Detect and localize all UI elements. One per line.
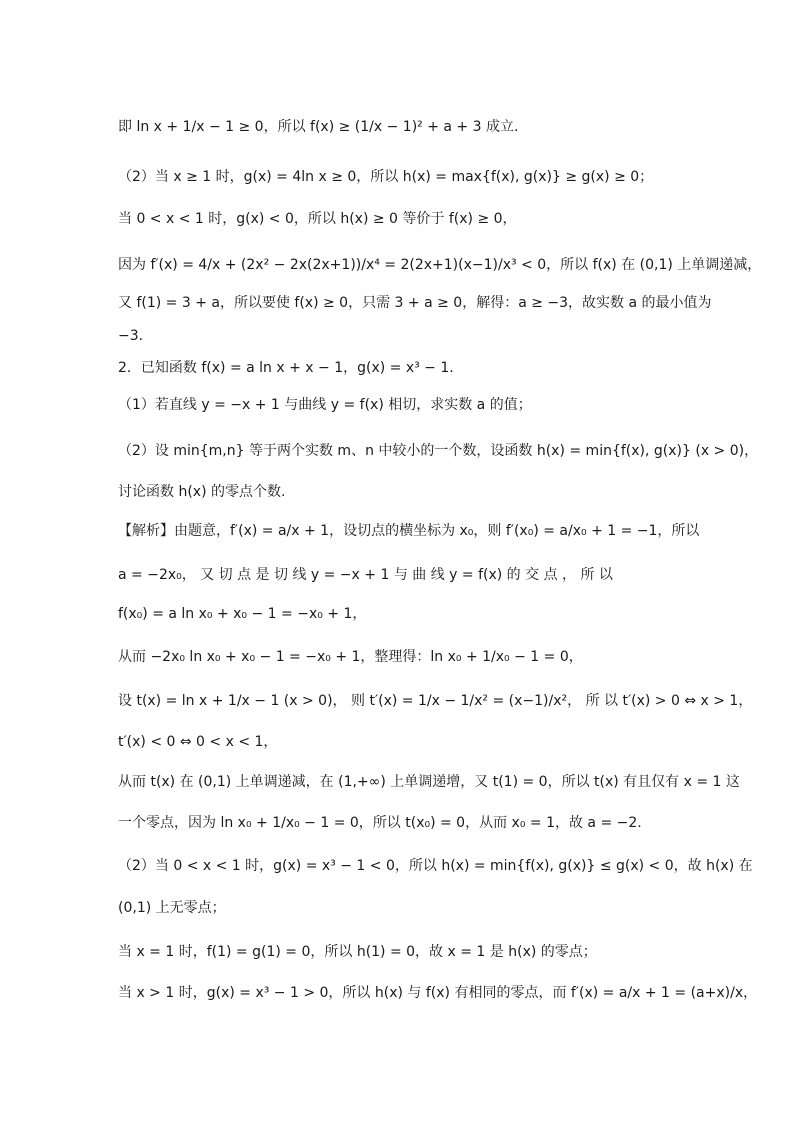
- text-line-1: 即 ln x + 1/x − 1 ≥ 0，所以 f(x) ≥ (1/x − 1)² + a + 3 成立.: [118, 119, 519, 135]
- text-line-20: (0,1) 上无零点；: [118, 900, 226, 916]
- question-part-1: （1）若直线 y = −x + 1 与曲线 y = f(x) 相切，求实数 a 的值；: [118, 397, 532, 413]
- text-line-3: 当 0 < x < 1 时，g(x) < 0，所以 h(x) ≥ 0 等价于 f(x) ≥ 0，: [118, 211, 517, 227]
- question-title: 2．已知函数 f(x) = a ln x + x − 1，g(x) = x³ − 1.: [118, 360, 454, 376]
- text-line-13: f(x₀) = a ln x₀ + x₀ − 1 = −x₀ + 1，: [118, 606, 367, 622]
- text-line-14: 从而 −2x₀ ln x₀ + x₀ − 1 = −x₀ + 1，整理得：ln x₀ + 1/x₀ − 1 = 0，: [118, 649, 583, 665]
- text-line-10: 讨论函数 h(x) 的零点个数.: [118, 484, 286, 500]
- text-line-17: 从而 t(x) 在 (0,1) 上单调递减，在 (1,+∞) 上单调递增，又 t(1) = 0，所以 t(x) 有且仅有 x = 1 这: [118, 774, 740, 790]
- text-line-6: −3.: [118, 328, 144, 344]
- analysis-start: 【解析】由题意，f′(x) = a/x + 1，设切点的横坐标为 x₀，则 f′(x₀) = a/x₀ + 1 = −1，所以: [118, 523, 700, 539]
- text-line-22: 当 x > 1 时，g(x) = x³ − 1 > 0，所以 h(x) 与 f(x) 有相同的零点，而 f′(x) = a/x + 1 = (a+x)/x，: [118, 985, 758, 1001]
- text-line-16: t′(x) < 0 ⇔ 0 < x < 1，: [118, 734, 278, 750]
- text-line-15: 设 t(x) = ln x + 1/x − 1 (x > 0)， 则 t′(x) = 1/x − 1/x² = (x−1)/x²， 所 以 t′(x) > 0 ⇔ x > 1，: [118, 693, 753, 709]
- text-line-12: a = −2x₀， 又 切 点 是 切 线 y = −x + 1 与 曲 线 y = f(x) 的 交 点 ， 所 以: [118, 567, 613, 583]
- text-line-4: 因为 f′(x) = 4/x + (2x² − 2x(2x+1))/x⁴ = 2(2x+1)(x−1)/x³ < 0，所以 f(x) 在 (0,1) 上单调递减，: [118, 257, 762, 273]
- text-line-18: 一个零点，因为 ln x₀ + 1/x₀ − 1 = 0，所以 t(x₀) = 0，从而 x₀ = 1，故 a = −2.: [118, 815, 642, 831]
- text-line-21: 当 x = 1 时，f(1) = g(1) = 0，所以 h(1) = 0，故 x = 1 是 h(x) 的零点；: [118, 944, 597, 960]
- question-part-2: （2）设 min{m,n} 等于两个实数 m、n 中较小的一个数，设函数 h(x) = min{f(x), g(x)} (x > 0)，: [118, 443, 759, 459]
- text-line-5: 又 f(1) = 3 + a，所以要使 f(x) ≥ 0，只需 3 + a ≥ 0，解得：a ≥ −3，故实数 a 的最小值为: [118, 295, 712, 311]
- text-line-2: （2）当 x ≥ 1 时，g(x) = 4ln x ≥ 0，所以 h(x) = max{f(x), g(x)} ≥ g(x) ≥ 0；: [118, 169, 654, 185]
- text-line-19: （2）当 0 < x < 1 时，g(x) = x³ − 1 < 0，所以 h(x) = min{f(x), g(x)} ≤ g(x) < 0，故 h(x) 在: [118, 858, 753, 874]
